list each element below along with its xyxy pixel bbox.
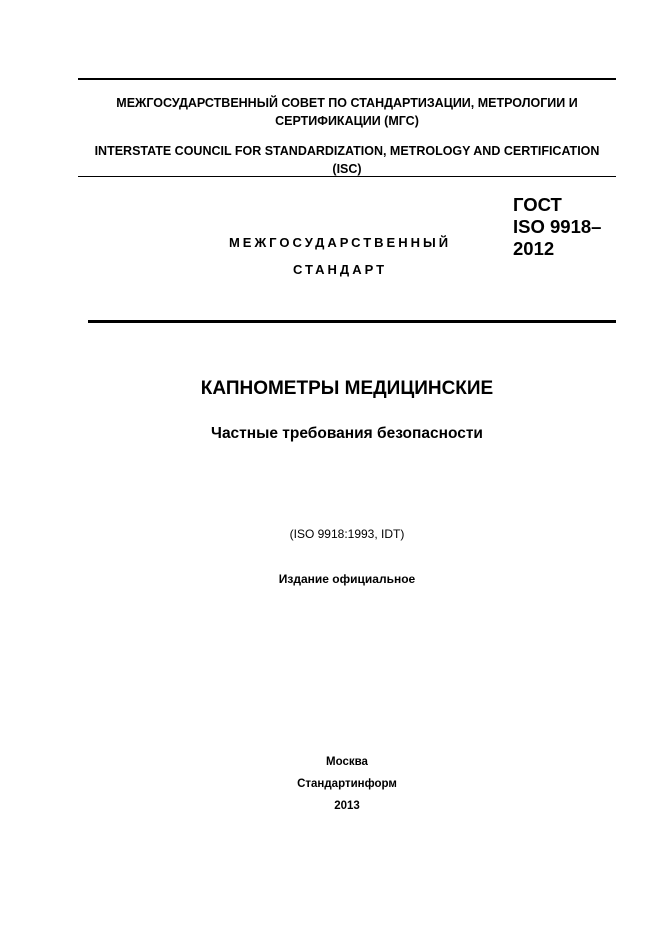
header-bottom-rule: [78, 176, 616, 177]
standard-bottom-rule: [88, 320, 616, 323]
gost-designation: [513, 194, 601, 260]
document-subtitle: Частные требования безопасности: [211, 425, 483, 442]
council-name-en: INTERSTATE COUNCIL FOR STANDARDIZATION, METROLOGY AND CERTIFICATION (ISC): [94, 144, 600, 176]
imprint-publisher: Стандартинформ: [297, 778, 397, 790]
gost-line-1: ГОСТ: [513, 194, 562, 215]
imprint-year: 2013: [334, 800, 360, 812]
standard-type-line1: МЕЖГОСУДАРСТВЕННЫЙ: [228, 235, 452, 250]
imprint-city: Москва: [326, 756, 368, 768]
gost-line-3: 2012: [513, 238, 555, 259]
gost-line-2: ISO 9918–: [513, 216, 602, 237]
council-name-ru: МЕЖГОСУДАРСТВЕННЫЙ СОВЕТ ПО СТАНДАРТИЗАЦИИ, МЕТРОЛОГИИ И СЕРТИФИКАЦИИ (МГС): [116, 96, 578, 128]
document-title: КАПНОМЕТРЫ МЕДИЦИНСКИЕ: [200, 378, 494, 399]
iso-reference: (ISO 9918:1993, IDT): [289, 527, 405, 541]
top-rule: [78, 78, 616, 80]
standard-type-line2: СТАНДАРТ: [292, 262, 388, 277]
edition-note: Издание официальное: [278, 572, 416, 586]
